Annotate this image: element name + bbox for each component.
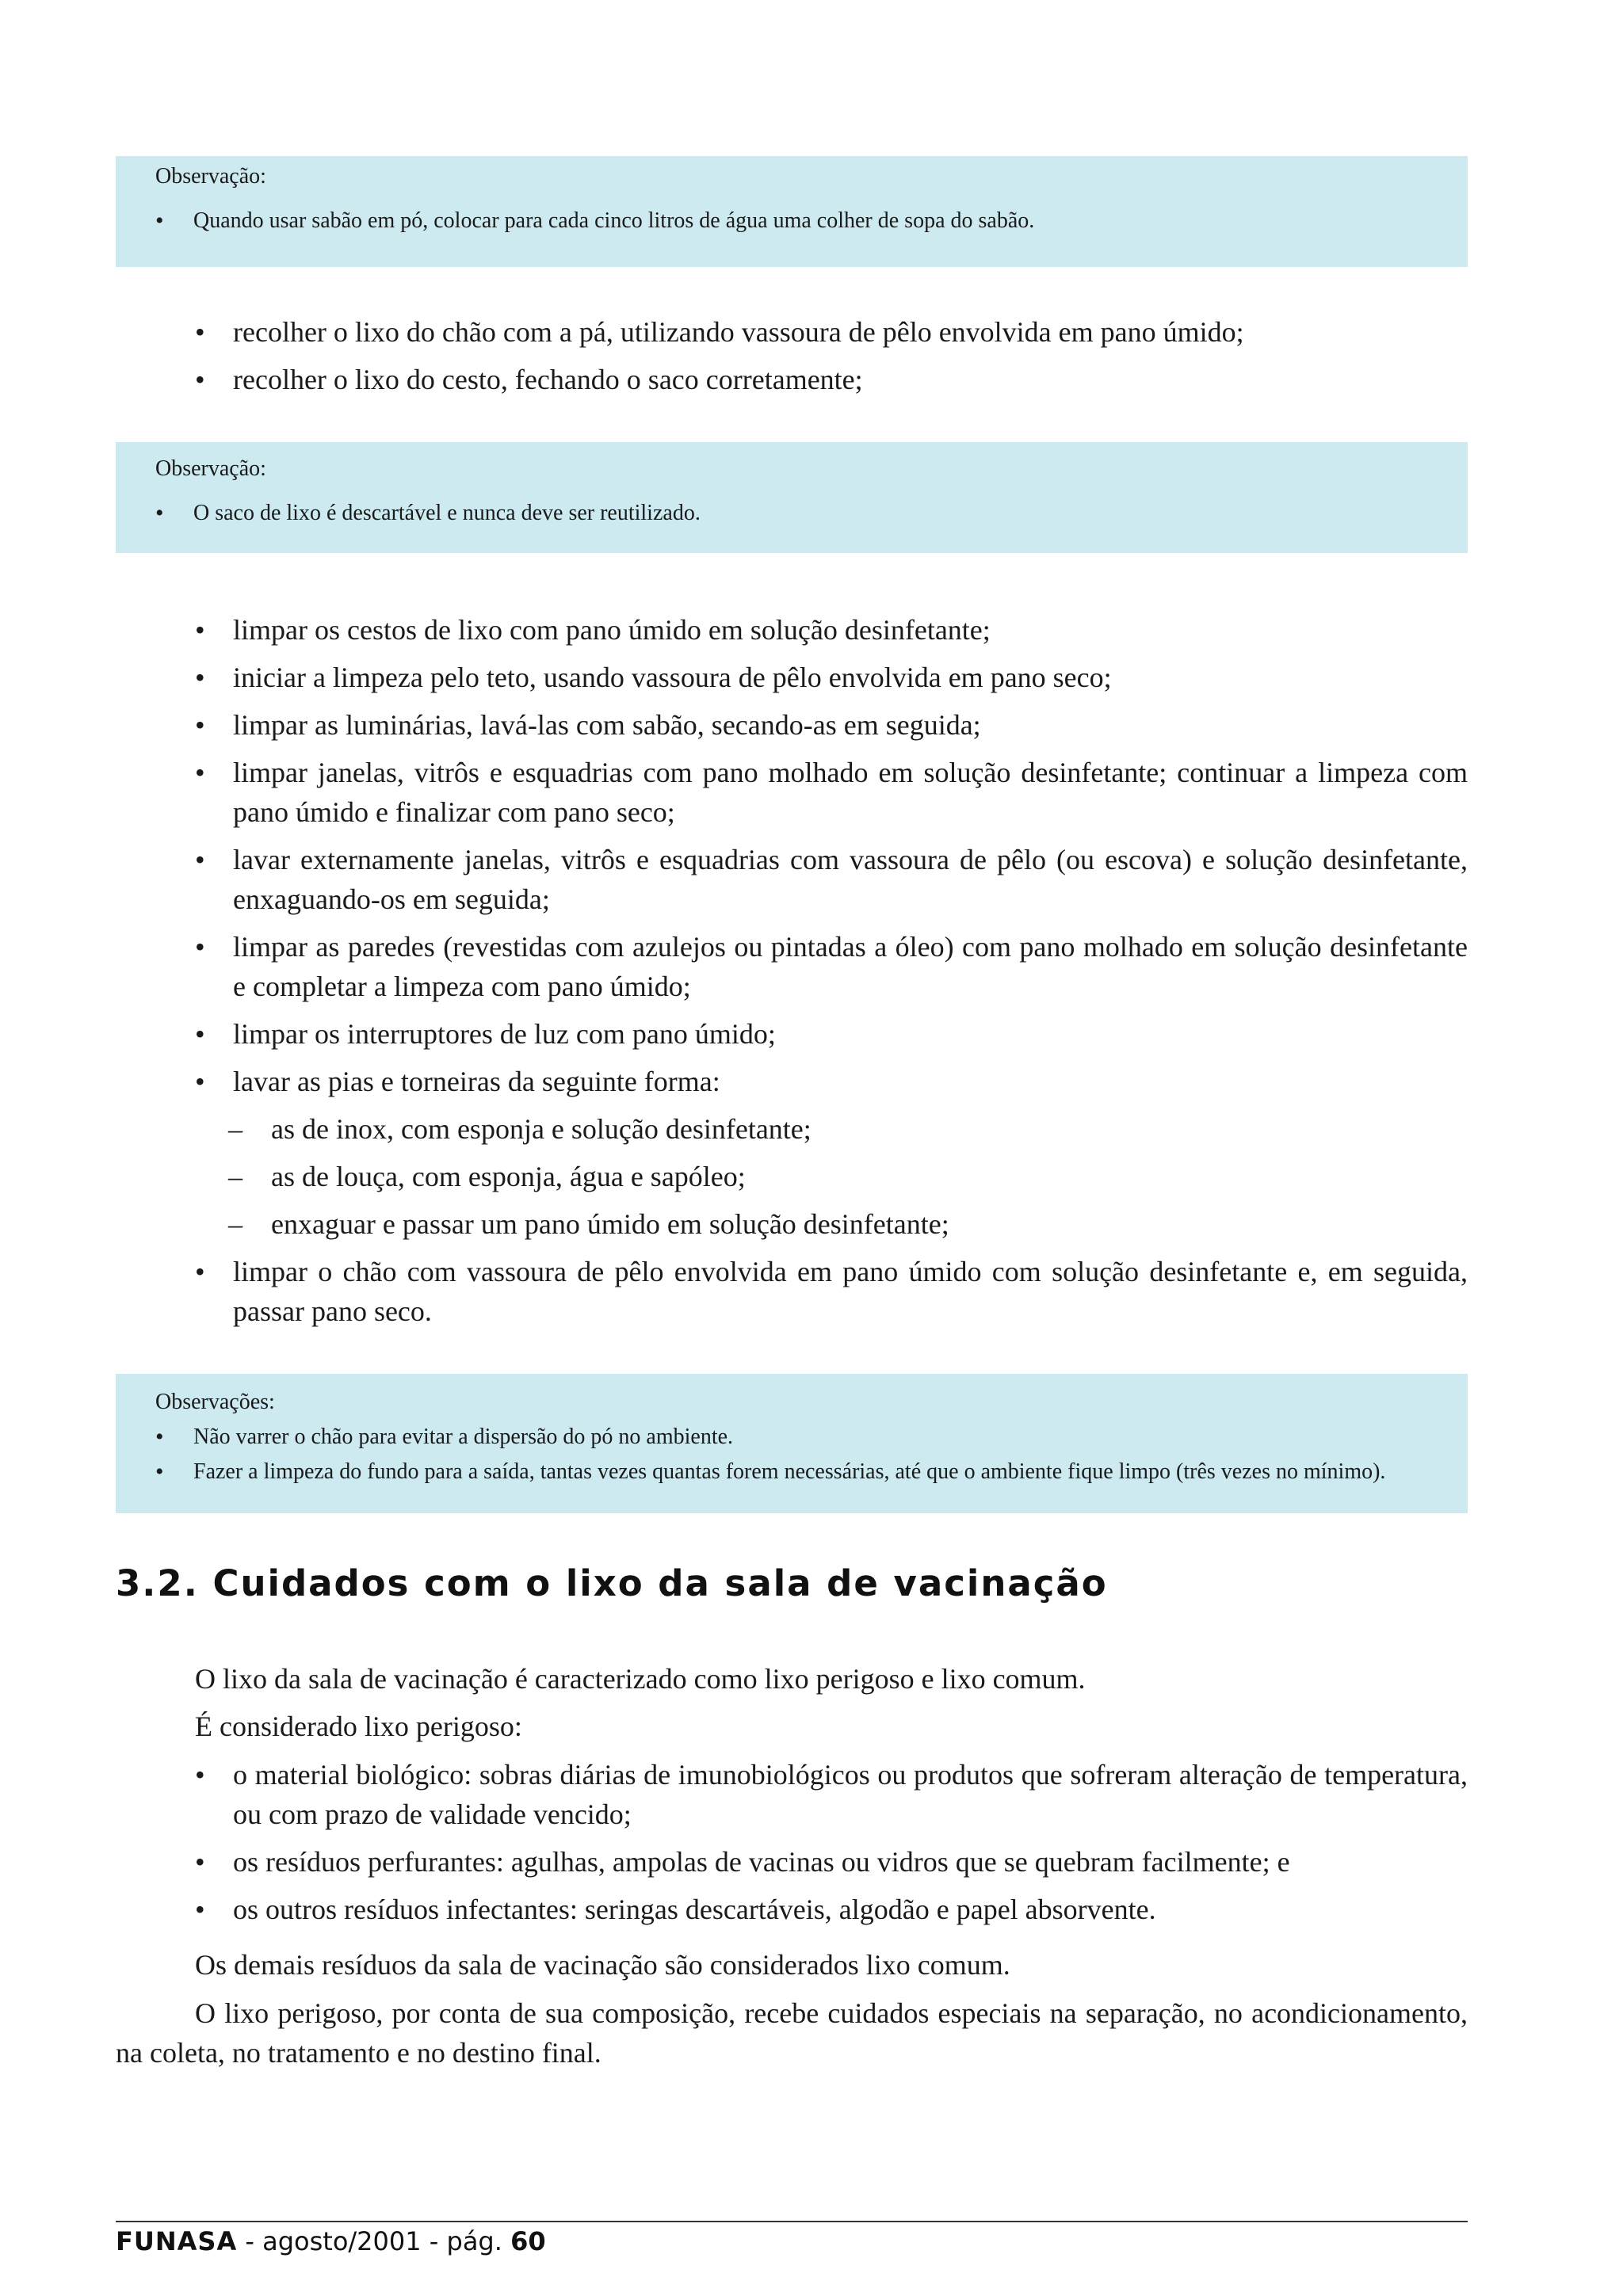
section-paragraph: O lixo da sala de vacinação é caracterizado como lixo perigoso e lixo comum. [195, 1663, 1086, 1695]
bullet-icon: • [195, 1759, 205, 1791]
bullet-icon: • [195, 364, 205, 395]
section-paragraph: É considerado lixo perigoso: [195, 1711, 522, 1742]
bullet-icon: • [195, 1066, 205, 1097]
footer-brand: FUNASA [116, 2226, 238, 2256]
bullet-icon: • [195, 757, 205, 788]
dash-icon: – [228, 1161, 242, 1192]
list-item: • limpar janelas, vitrôs e esquadrias com pano molhado em solução desinfetante; continuar a limpeza com pano úmido e finalizar com pano seco; [195, 753, 1468, 832]
bullet-icon: • [195, 844, 205, 875]
footer-text: - agosto/2001 - pág. [237, 2226, 511, 2256]
hazard-list [195, 1755, 1468, 1937]
observation-title: Observações: [155, 1390, 275, 1414]
list-item: • o material biológico: sobras diárias de imunobiológicos ou produtos que sofreram alteração de temperatura, ou com prazo de validade vencido; [195, 1755, 1468, 1834]
list-item: • limpar os interruptores de luz com pano úmido; [195, 1014, 1468, 1054]
sub-list-item: – enxaguar e passar um pano úmido em solução desinfetante; [195, 1204, 1468, 1244]
bullet-icon: • [155, 1459, 164, 1485]
section-paragraph: Os demais resíduos da sala de vacinação são considerados lixo comum. [195, 1949, 1010, 1981]
dash-icon: – [228, 1208, 242, 1240]
bullet-icon: • [155, 1424, 164, 1450]
list-item: • limpar o chão com vassoura de pêlo envolvida em pano úmido com solução desinfetante e, em seguida, passar pano seco. [195, 1252, 1468, 1331]
list-item: • lavar externamente janelas, vitrôs e esquadrias com vassoura de pêlo (ou escova) e solução desinfetante, enxaguando-os em seguida; [195, 840, 1468, 919]
cleaning-list-2 [195, 610, 1468, 1339]
section-heading: 3.2. Cuidados com o lixo da sala de vacinação [116, 1562, 1108, 1604]
observation-item: • Fazer a limpeza do fundo para a saída, tantas vezes quantas forem necessárias, até que o ambiente fique limpo (três vezes no mínimo). [155, 1456, 1468, 1488]
list-item: • limpar as luminárias, lavá-las com sabão, secando-as em seguida; [195, 705, 1468, 745]
bullet-icon: • [195, 316, 205, 348]
list-item: • os outros resíduos infectantes: seringas descartáveis, algodão e papel absorvente. [195, 1890, 1468, 1929]
page-number: 60 [510, 2226, 546, 2256]
list-item: • lavar as pias e torneiras da seguinte forma: [195, 1062, 1468, 1101]
observation-box-3 [116, 1374, 1468, 1513]
sub-list-item: – as de inox, com esponja e solução desinfetante; [195, 1109, 1468, 1149]
bullet-icon: • [195, 662, 205, 693]
footer-rule [116, 2221, 1468, 2222]
observation-box-1 [116, 156, 1468, 267]
list-item: • limpar os cestos de lixo com pano úmido em solução desinfetante; [195, 610, 1468, 650]
sub-list-item: – as de louça, com esponja, água e sapóleo; [195, 1157, 1468, 1196]
observation-item: • Não varrer o chão para evitar a dispersão do pó no ambiente. [155, 1421, 1468, 1453]
bullet-icon: • [195, 1256, 205, 1287]
bullet-icon: • [195, 614, 205, 646]
dash-icon: – [228, 1113, 242, 1145]
observation-title: Observação: [155, 164, 266, 189]
list-item: • recolher o lixo do cesto, fechando o saco corretamente; [195, 360, 1468, 399]
bullet-icon: • [195, 931, 205, 963]
section-paragraph: O lixo perigoso, por conta de sua composição, recebe cuidados especiais na separação, no acondicionamento, na coleta, no tratamento e no destino final. [116, 1997, 1468, 2069]
bullet-icon: • [155, 500, 164, 526]
list-item: • iniciar a limpeza pelo teto, usando vassoura de pêlo envolvida em pano seco; [195, 658, 1468, 697]
observation-item: • O saco de lixo é descartável e nunca deve ser reutilizado. [155, 498, 1468, 529]
observation-title: Observação: [155, 456, 266, 481]
observation-box-2 [116, 442, 1468, 553]
bullet-icon: • [155, 208, 164, 234]
bullet-icon: • [195, 709, 205, 741]
list-item: • limpar as paredes (revestidas com azulejos ou pintadas a óleo) com pano molhado em solução desinfetante e completar a limpeza com pano úmido; [195, 927, 1468, 1006]
observation-item: • Quando usar sabão em pó, colocar para cada cinco litros de água uma colher de sopa do sabão. [155, 205, 1468, 237]
page-footer [116, 2226, 546, 2256]
bullet-icon: • [195, 1846, 205, 1878]
cleaning-list-1 [195, 312, 1468, 407]
list-item: • recolher o lixo do chão com a pá, utilizando vassoura de pêlo envolvida em pano úmido; [195, 312, 1468, 352]
bullet-icon: • [195, 1018, 205, 1050]
bullet-icon: • [195, 1894, 205, 1925]
list-item: • os resíduos perfurantes: agulhas, ampolas de vacinas ou vidros que se quebram facilmente; e [195, 1842, 1468, 1882]
